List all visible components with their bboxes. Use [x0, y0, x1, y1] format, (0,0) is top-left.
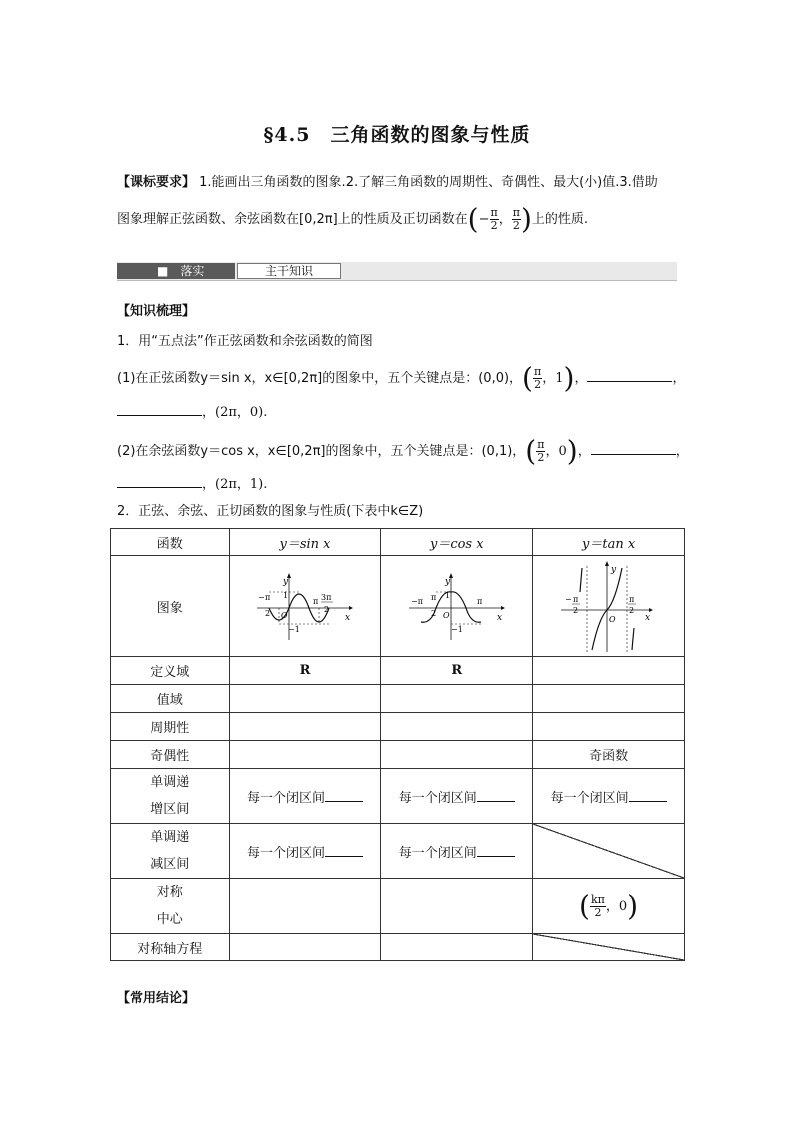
- x-axis-label: x: [496, 613, 502, 623]
- y-axis-label: y: [610, 565, 616, 575]
- header-cell: 函数: [111, 529, 230, 556]
- tick-label: 2: [264, 609, 271, 618]
- row-label: 单调递 增区间: [111, 769, 230, 824]
- answer-blank[interactable]: [591, 442, 676, 455]
- requirements-line-1: [117, 174, 658, 192]
- origin-label: O: [442, 611, 450, 620]
- conclusion-heading: 【常用结论】: [117, 991, 196, 1006]
- section-bar-label: 主干知识: [237, 263, 341, 279]
- sin-five-points-line-2: ，(2π，0).: [117, 403, 267, 422]
- tick-label: −π: [410, 597, 423, 606]
- tick-label: 2: [572, 606, 578, 615]
- knowledge-item-2: 2．正弦、余弦、正切函数的图象与性质(下表中k∈Z): [117, 504, 424, 519]
- knowledge-heading: 【知识梳理】: [117, 304, 196, 319]
- tan-graph-cell: [533, 556, 685, 657]
- cos-point-y: ，0: [545, 444, 567, 459]
- tick-label: π: [264, 593, 271, 602]
- tick-label: 1: [444, 591, 450, 600]
- y-axis-label: y: [444, 577, 450, 587]
- tick-label: π: [312, 597, 319, 606]
- sin-line-text: (1)在正弦函数y＝sin x，x∈[0,2π]的图象中，五个关键点是：(0,0)，: [117, 371, 523, 386]
- row-label: 定义域: [111, 657, 230, 685]
- tick-label: −1: [450, 625, 463, 634]
- sin-graph-cell: [229, 556, 381, 657]
- table-row: [111, 769, 685, 824]
- header-cell: y＝tan x: [533, 529, 685, 556]
- page-title: §4.5 三角函数的图象与性质: [263, 124, 531, 146]
- tick-label: π: [476, 597, 483, 606]
- tick-label: π: [572, 595, 578, 604]
- sin-end-point: (2π，0).: [215, 405, 268, 420]
- requirements-text-1: 1.能画出三角函数的图象.2.了解三角函数的周期性、奇偶性、最大(小)值.3.借助: [199, 175, 658, 190]
- neg-sign: −: [478, 212, 490, 227]
- sin-five-points-line: (1)在正弦函数y＝sin x，x∈[0,2π]的图象中，五个关键点是：(0,0)，( $\frac{\pi}{2}$ ，1)， ，: [117, 361, 686, 395]
- tick-label: −: [564, 595, 572, 604]
- requirements-text-3: 上的性质.: [531, 212, 589, 227]
- fraction-neg-pi-2: $\frac{\pi}{2}$: [490, 206, 498, 232]
- row-label: 对称 中心: [111, 879, 230, 934]
- table-row: [111, 713, 685, 741]
- table-row: [111, 741, 685, 769]
- header-cell: y＝cos x: [381, 529, 533, 556]
- table-row: [111, 879, 685, 934]
- answer-blank[interactable]: [629, 789, 667, 802]
- requirements-line-2: 图象理解正弦函数、余弦函数在[0,2π]上的性质及正切函数在(− $\frac{\pi}{2}$ ， $\frac{\pi}{2}$ )上的性质.: [117, 202, 589, 236]
- domain-sin: R: [229, 657, 381, 685]
- interval-cell: 每一个闭区间: [381, 769, 533, 824]
- x-axis-label: x: [644, 613, 650, 623]
- cos-line-text: (2)在余弦函数y＝cos x，x∈[0,2π]的图象中，五个关键点是：(0,1)，: [117, 444, 526, 459]
- tick-label: 1: [282, 591, 289, 600]
- cos-five-points-line-2: ，(2π，1).: [117, 475, 267, 494]
- symmetry-center-tan: ( $\frac{k\pi}{2}$ ，0): [533, 879, 685, 934]
- answer-blank[interactable]: [325, 789, 363, 802]
- origin-label: O: [608, 615, 616, 624]
- fraction-k-pi-2: $\frac{k\pi}{2}$: [590, 892, 605, 919]
- header-cell: y＝sin x: [229, 529, 381, 556]
- row-label: 单调递 减区间: [111, 824, 230, 879]
- section-bar-dark: ■ 落实: [117, 263, 235, 279]
- answer-blank[interactable]: [117, 475, 202, 488]
- table-row: [111, 556, 685, 657]
- fraction-pi-2: $\frac{\pi}{2}$: [537, 438, 545, 464]
- requirements-text-2: 图象理解正弦函数、余弦函数在[0,2π]上的性质及正切函数在: [117, 212, 468, 227]
- row-label: 周期性: [111, 713, 230, 741]
- tick-label: 3π: [320, 593, 332, 602]
- answer-blank[interactable]: [587, 369, 672, 382]
- properties-table: [110, 528, 685, 961]
- table-row: [111, 824, 685, 879]
- na-cell-diagonal: [533, 934, 685, 961]
- table-row: [111, 529, 685, 556]
- cos-end-point: (2π，1).: [215, 477, 268, 492]
- cos-graph: [407, 570, 507, 642]
- row-label: 值域: [111, 685, 230, 713]
- tick-label: π: [628, 595, 634, 604]
- answer-blank[interactable]: [117, 403, 202, 416]
- table-row: [111, 657, 685, 685]
- row-label: 奇偶性: [111, 741, 230, 769]
- origin-label: O: [280, 611, 288, 620]
- row-label: 对称轴方程: [111, 934, 230, 961]
- tick-label: −1: [287, 625, 300, 634]
- interval-cell: 每一个闭区间: [229, 824, 381, 879]
- cos-graph-cell: [381, 556, 533, 657]
- parity-tan: 奇函数: [533, 741, 685, 769]
- sin-point-y: ，1: [542, 371, 564, 386]
- domain-cos: R: [381, 657, 533, 685]
- interval-cell: 每一个闭区间: [229, 769, 381, 824]
- na-cell-diagonal: [533, 824, 685, 879]
- table-row: [111, 685, 685, 713]
- tick-label: 2: [430, 609, 436, 618]
- fraction-pi-2: $\frac{\pi}{2}$: [512, 206, 520, 232]
- tan-graph: [559, 558, 659, 654]
- answer-blank[interactable]: [325, 844, 363, 857]
- domain-tan: [533, 657, 685, 685]
- fraction-pi-2: $\frac{\pi}{2}$: [533, 365, 542, 391]
- row-label: 图象: [111, 556, 230, 657]
- knowledge-item-1: 1．用“五点法”作正弦函数和余弦函数的简图: [117, 334, 373, 349]
- tick-label: π: [430, 593, 437, 602]
- tick-label: 2: [628, 606, 634, 615]
- answer-blank[interactable]: [477, 789, 515, 802]
- x-axis-label: x: [344, 613, 351, 623]
- cos-five-points-line: (2)在余弦函数y＝cos x，x∈[0,2π]的图象中，五个关键点是：(0,1)，( $\frac{\pi}{2}$ ，0)， ，: [117, 434, 689, 468]
- interval-cell: 每一个闭区间: [381, 824, 533, 879]
- y-axis-label: y: [282, 577, 289, 587]
- sin-graph: [255, 570, 355, 642]
- table-row: [111, 934, 685, 961]
- requirements-label: 【课标要求】: [117, 175, 196, 190]
- tick-label: 2: [323, 605, 330, 614]
- interval-cell: 每一个闭区间: [533, 769, 685, 824]
- answer-blank[interactable]: [477, 844, 515, 857]
- tick-label: −: [257, 593, 265, 602]
